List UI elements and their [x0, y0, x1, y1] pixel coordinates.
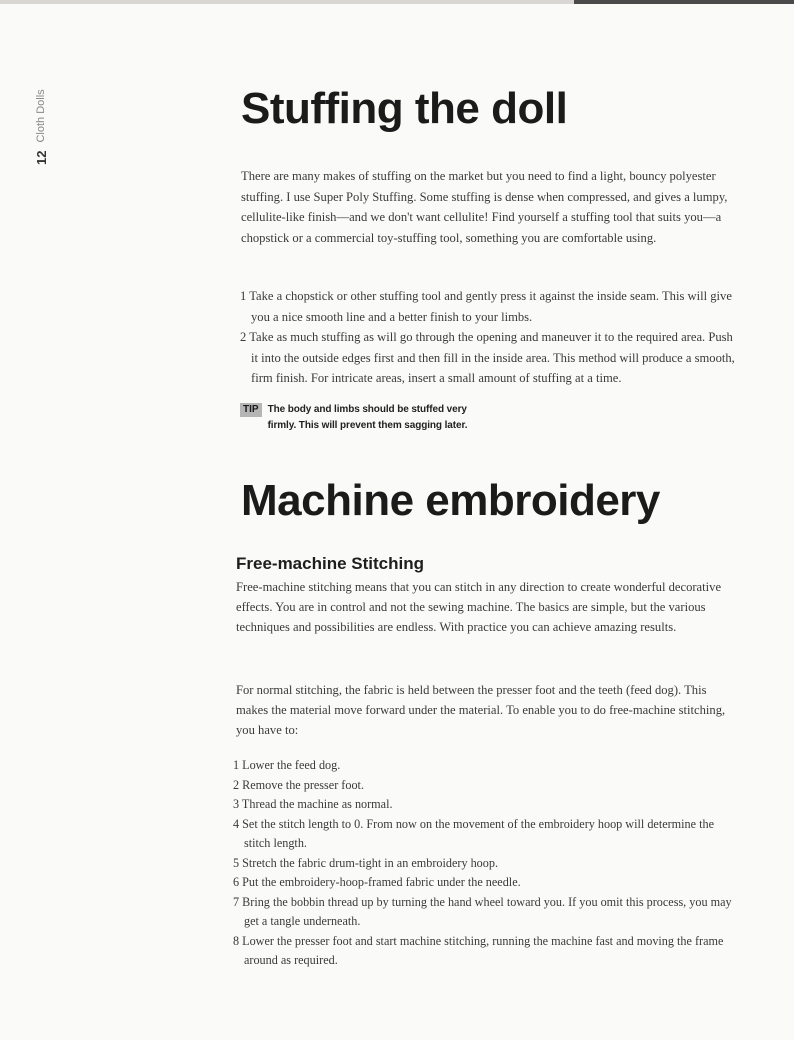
embroidery-paragraph-2: For normal stitching, the fabric is held between the presser foot and the teeth (feed dog). This makes the material move forward under the material. To enable you to do free-machine stitching, you have to:: [236, 683, 726, 737]
list-item: 7 Bring the bobbin thread up by turning the hand wheel toward you. If you omit this process, you may get a tangle underneath.: [233, 894, 732, 928]
list-item: 1 Lower the feed dog.: [233, 758, 341, 772]
list-item: 4 Set the stitch length to 0. From now on the movement of the embroidery hoop will determine the stitch length.: [233, 816, 714, 850]
page-number: 12: [33, 150, 49, 165]
stuffing-steps-list: [240, 286, 738, 389]
list-item: 2 Take as much stuffing as will go through the opening and maneuver it to the required area. Push it into the outside edges first and then fill in the inside area. This method will produce a smooth, firm finish. For intricate areas, insert a small amount of stuffing at a time.: [240, 330, 735, 385]
list-item: 6 Put the embroidery-hoop-framed fabric under the needle.: [233, 875, 521, 889]
list-item: 5 Stretch the fabric drum-tight in an embroidery hoop.: [233, 855, 499, 870]
tip-box: [240, 402, 500, 434]
section-title-stuffing: Stuffing the doll: [241, 84, 568, 133]
running-title: Cloth Dolls: [35, 89, 47, 143]
tip-text: The body and limbs should be stuffed very firmly. This will prevent them sagging later.: [267, 404, 468, 431]
section-title-machine-embroidery: Machine embroidery: [241, 476, 660, 525]
list-item: 2 Remove the presser foot.: [233, 777, 364, 792]
list-item: 8 Lower the presser foot and start machine stitching, running the machine fast and moving the frame around as required.: [233, 933, 724, 967]
embroidery-paragraph-1: Free-machine stitching means that you can stitch in any direction to create wonderful decorative effects. You are in control and not the sewing machine. The basics are simple, but the various techniques and possibilities are endless. With practice you can achieve amazing results.: [236, 580, 722, 634]
subsection-title: Free-machine Stitching: [236, 554, 424, 573]
list-item: 1 Take a chopstick or other stuffing tool and gently press it against the inside seam. This will give you a nice smooth line and a better finish to your limbs.: [240, 289, 732, 324]
stuffing-intro-paragraph: There are many makes of stuffing on the market but you need to find a light, bouncy polyester stuffing. I use Super Poly Stuffing. Some stuffing is dense when compressed, and gives a lumpy, cellulite-like finish—and we don't want cellulite! Find yourself a stuffing tool that suits you—a chopstick or a commercial toy-stuffing tool, something you are comfortable using.: [241, 169, 728, 245]
list-item: 3 Thread the machine as normal.: [233, 797, 393, 811]
tip-label: TIP: [240, 403, 262, 417]
embroidery-steps-list: [233, 756, 738, 971]
